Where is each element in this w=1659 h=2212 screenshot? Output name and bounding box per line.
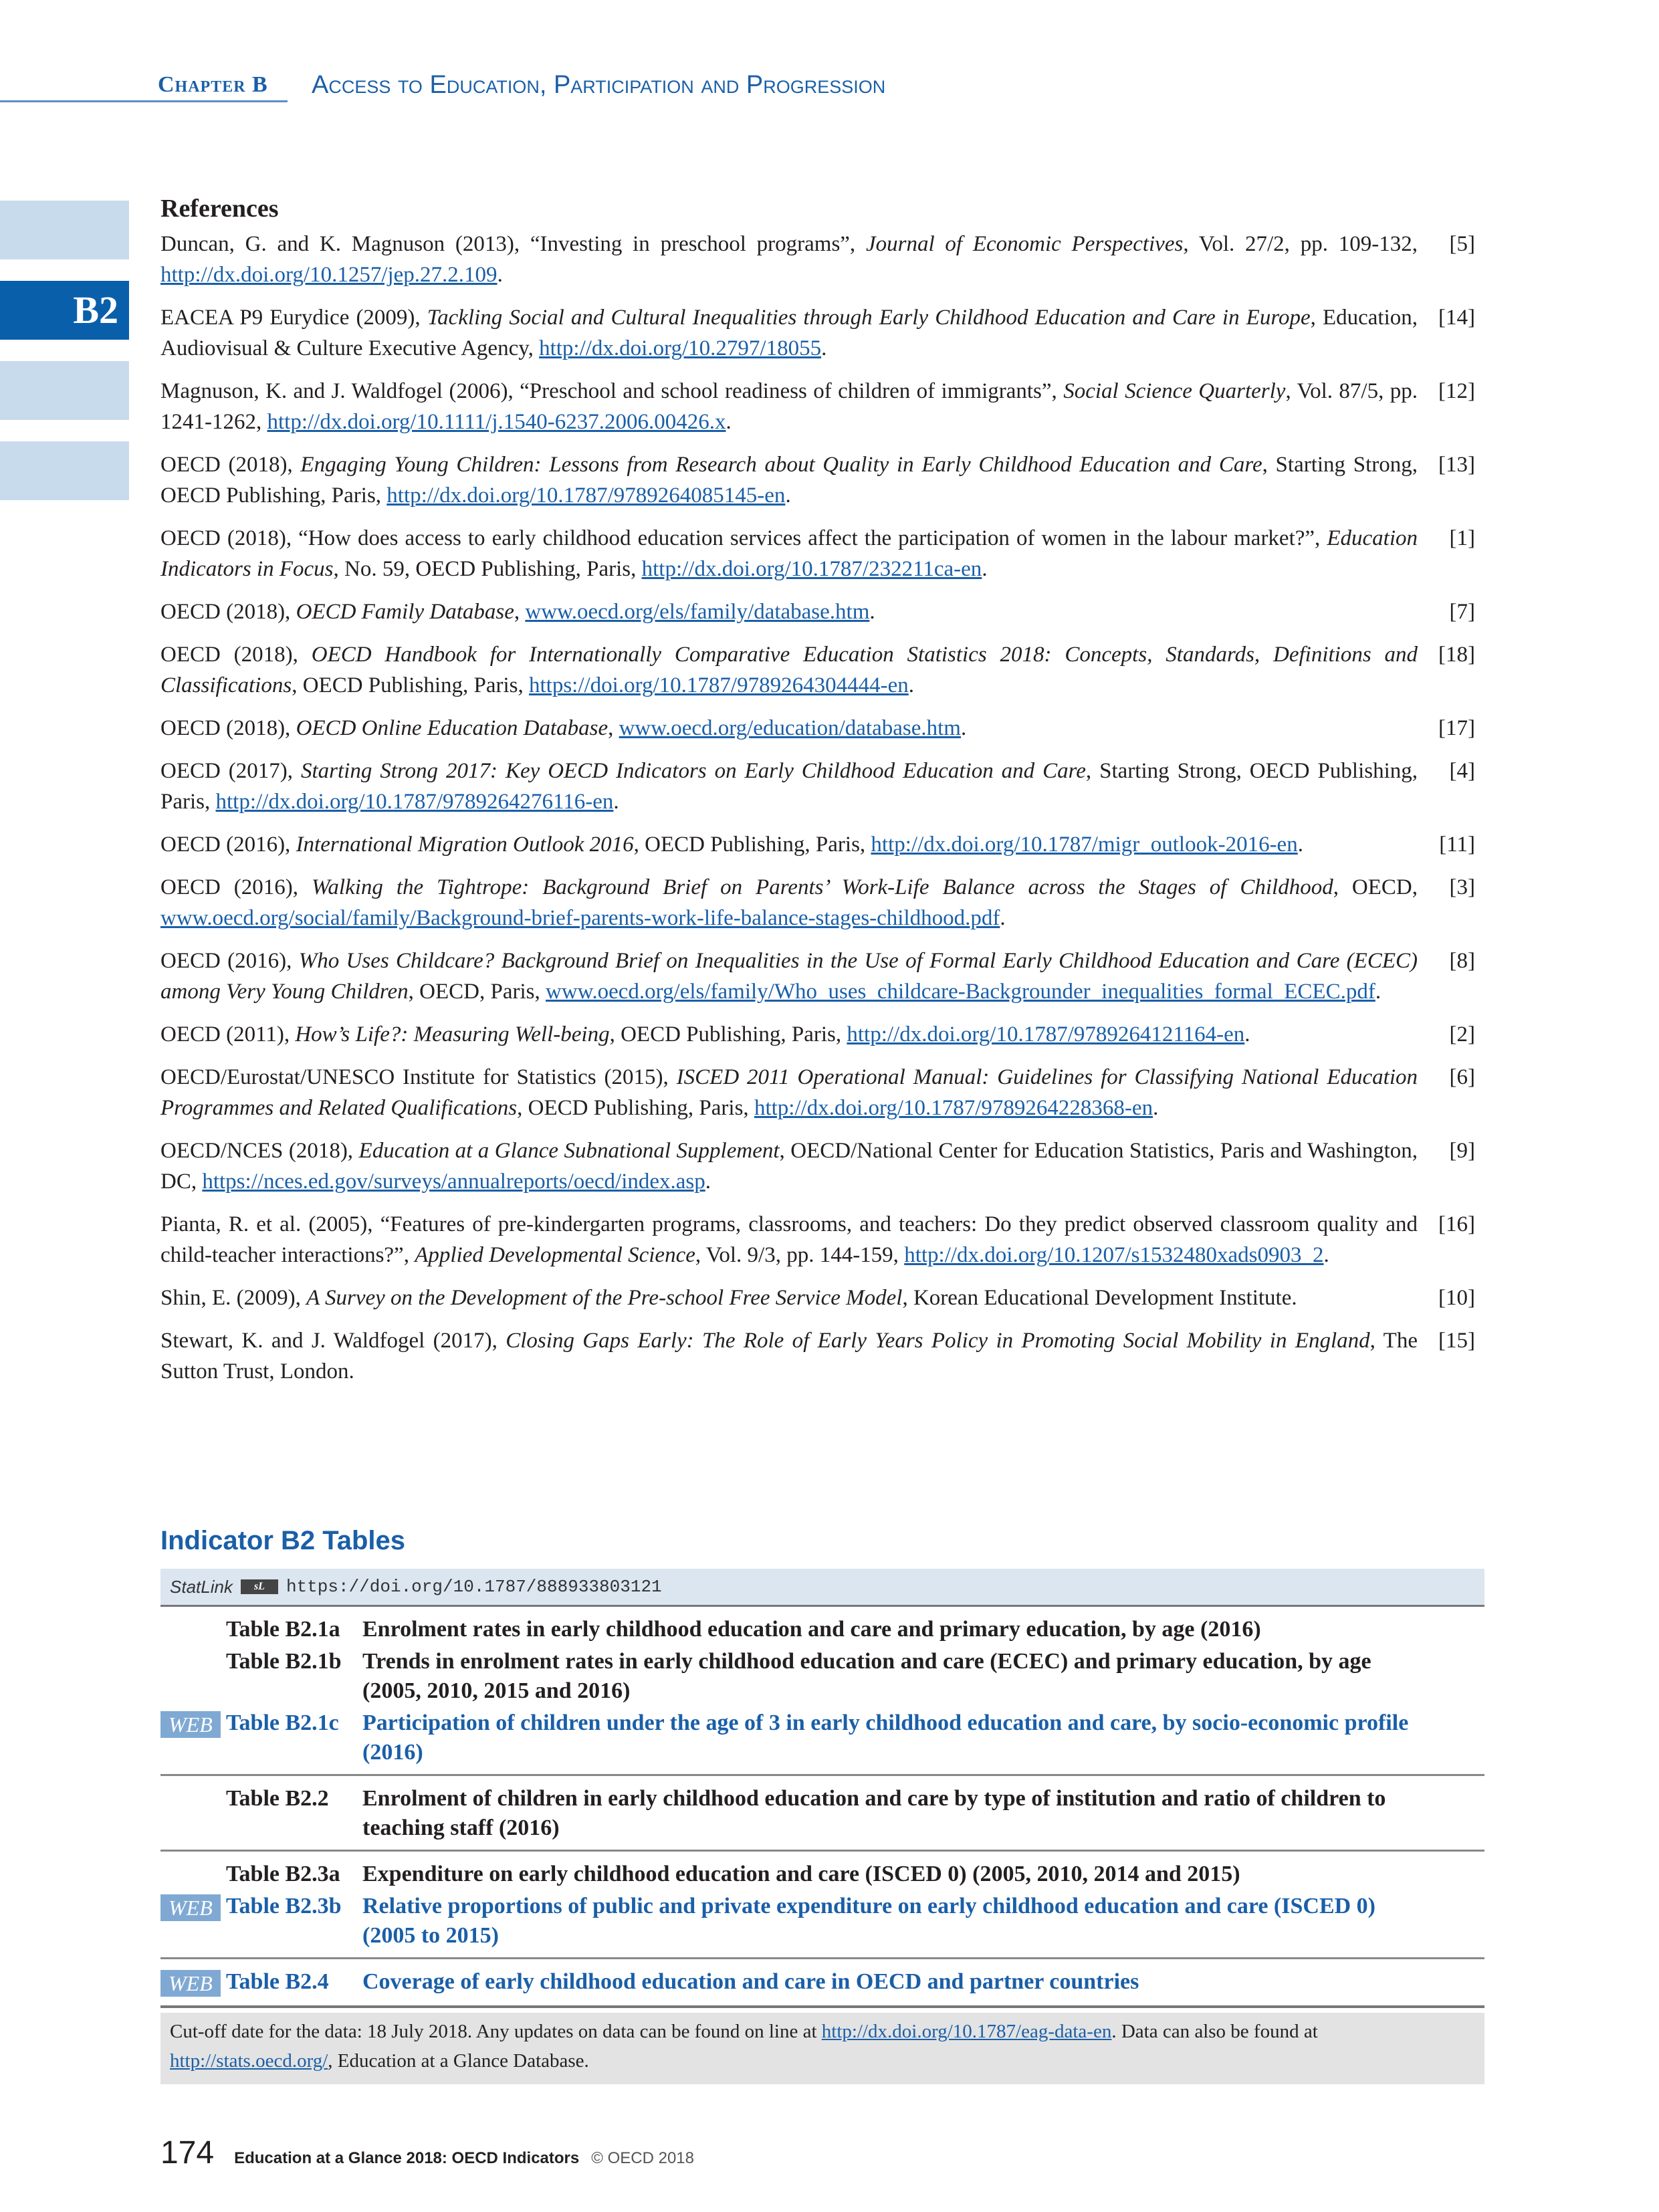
reference-segment: , <box>608 716 619 740</box>
reference-item <box>160 756 1475 817</box>
reference-number: [13] <box>1438 453 1475 477</box>
reference-segment: . <box>1323 1243 1329 1267</box>
reference-number: [11] <box>1439 833 1475 857</box>
table-entry <box>160 1615 1484 1644</box>
reference-text <box>160 1019 1418 1050</box>
table-title: Enrolment rates in early childhood education and care and primary education, by age (2016) <box>362 1617 1261 1642</box>
reference-segment: , Education, Audiovisual & Culture Executive Agency, <box>160 306 1418 360</box>
copyright: © OECD 2018 <box>591 2149 694 2167</box>
reference-link[interactable]: www.oecd.org/education/database.htm <box>619 716 961 740</box>
reference-segment: . <box>726 410 732 434</box>
reference-segment: . <box>821 336 827 360</box>
table-label: Table B2.1a <box>226 1617 340 1642</box>
table-label: Table B2.3a <box>226 1862 340 1886</box>
reference-segment: . <box>1153 1096 1159 1120</box>
table-label: Table B2.1c <box>226 1710 339 1735</box>
reference-text <box>160 829 1418 860</box>
reference-number: [12] <box>1438 379 1475 403</box>
reference-segment: OECD (2018), <box>160 600 296 624</box>
reference-segment: OECD (2016), <box>160 875 312 899</box>
reference-link[interactable]: www.oecd.org/social/family/Background-brief-parents-work-life-balance-stages-childhood.pdf <box>160 906 1000 930</box>
table-entry[interactable] <box>160 1892 1484 1951</box>
reference-number: [8] <box>1449 949 1475 973</box>
reference-title: Closing Gaps Early: The Role of Early Years Policy in Promoting Social Mobility in England <box>506 1329 1370 1353</box>
reference-segment: , OECD Publishing, Paris, <box>292 673 529 697</box>
reference-text <box>160 639 1418 701</box>
reference-title: Education Indicators in Focus <box>160 526 1418 581</box>
reference-number: [15] <box>1438 1329 1475 1353</box>
reference-title: Education at a Glance Subnational Supplement <box>358 1139 780 1163</box>
reference-segment: Shin, E. (2009), <box>160 1286 307 1310</box>
header-rule <box>0 100 288 102</box>
reference-title: OECD Handbook for Internationally Comparative Education Statistics 2018: Concepts, Standards, Definitions and Classifications <box>160 643 1418 697</box>
reference-link[interactable]: http://dx.doi.org/10.1257/jep.27.2.109 <box>160 263 497 287</box>
reference-item <box>160 1135 1475 1197</box>
page-footer <box>160 2134 694 2171</box>
reference-title: International Migration Outlook 2016 <box>296 833 634 857</box>
reference-segment: OECD (2018), “How does access to early childhood education services affect the participation of women in the labour market?”, <box>160 526 1327 550</box>
reference-segment: Magnuson, K. and J. Waldfogel (2006), “Preschool and school readiness of children of immigrants”, <box>160 379 1064 403</box>
reference-segment: EACEA P9 Eurydice (2009), <box>160 306 427 330</box>
reference-title: Who Uses Childcare? Background Brief on Inequalities in the Use of Formal Early Childhood Education and Care (ECEC) among Very Young Children <box>160 949 1418 1004</box>
reference-text <box>160 1209 1418 1270</box>
reference-text <box>160 229 1418 290</box>
reference-segment: . <box>705 1170 711 1194</box>
reference-item <box>160 872 1475 933</box>
reference-text <box>160 1062 1418 1123</box>
reference-text <box>160 713 1418 744</box>
web-badge-cell <box>160 1784 226 1843</box>
reference-item <box>160 946 1475 1007</box>
reference-segment: OECD (2018), <box>160 453 301 477</box>
reference-item <box>160 1325 1475 1387</box>
reference-segment: , Vol. 87/5, pp. 1241-1262, <box>160 379 1418 434</box>
reference-text <box>160 449 1418 511</box>
reference-segment: OECD (2017), <box>160 759 301 783</box>
table-label: Table B2.4 <box>226 1969 329 1994</box>
reference-number: [16] <box>1438 1212 1475 1236</box>
reference-text <box>160 1283 1418 1313</box>
reference-segment: OECD (2018), <box>160 643 312 667</box>
reference-link[interactable]: www.oecd.org/els/family/database.htm <box>525 600 870 624</box>
table-label: Table B2.1b <box>226 1649 342 1674</box>
reference-segment: , OECD, <box>1333 875 1418 899</box>
reference-item <box>160 829 1475 860</box>
reference-segment: OECD (2016), <box>160 949 299 973</box>
reference-item <box>160 302 1475 364</box>
reference-text <box>160 756 1418 817</box>
reference-link[interactable]: http://dx.doi.org/10.1787/9789264228368-en <box>754 1096 1153 1120</box>
reference-segment: Duncan, G. and K. Magnuson (2013), “Investing in preschool programs”, <box>160 232 866 256</box>
reference-link[interactable]: http://dx.doi.org/10.1787/9789264276116-en <box>215 790 614 814</box>
reference-segment: Stewart, K. and J. Waldfogel (2017), <box>160 1329 506 1353</box>
reference-link[interactable]: www.oecd.org/els/family/Who_uses_childcare-Backgrounder_inequalities_formal_ECEC.pdf <box>546 980 1375 1004</box>
reference-title: Tackling Social and Cultural Inequalities through Early Childhood Education and Care in Europe <box>427 306 1311 330</box>
reference-link[interactable]: http://dx.doi.org/10.2797/18055 <box>539 336 822 360</box>
reference-segment: . <box>1375 980 1381 1004</box>
reference-segment: OECD/Eurostat/UNESCO Institute for Statistics (2015), <box>160 1065 677 1089</box>
reference-title: Engaging Young Children: Lessons from Research about Quality in Early Childhood Education and Care <box>300 453 1262 477</box>
reference-segment: . <box>497 263 503 287</box>
reference-segment: OECD (2011), <box>160 1022 296 1046</box>
table-title[interactable]: Coverage of early childhood education and care in OECD and partner countries <box>362 1969 1139 1994</box>
cutoff-note <box>160 2013 1484 2084</box>
table-label: Table B2.3b <box>226 1894 342 1918</box>
references-section <box>160 194 1475 1399</box>
table-title: Trends in enrolment rates in early childhood education and care (ECEC) and primary education, by age (2005, 2010, 2015 and 2016) <box>362 1649 1371 1703</box>
reference-text <box>160 596 1418 627</box>
reference-link[interactable]: http://dx.doi.org/10.1787/9789264085145-en <box>386 483 786 508</box>
web-badge: WEB <box>160 1894 221 1921</box>
reference-item <box>160 1283 1475 1313</box>
eag-data-link[interactable]: http://dx.doi.org/10.1787/eag-data-en <box>821 2021 1112 2042</box>
reference-number: [6] <box>1449 1065 1475 1089</box>
side-tab-active: B2 <box>0 281 129 340</box>
reference-segment: . <box>869 600 875 624</box>
reference-number: [18] <box>1438 643 1475 667</box>
reference-text <box>160 872 1418 933</box>
reference-text <box>160 302 1418 364</box>
reference-item <box>160 596 1475 627</box>
reference-title: OECD Family Database <box>296 600 514 624</box>
reference-text <box>160 1135 1418 1197</box>
reference-segment: , Korean Educational Development Institute. <box>902 1286 1297 1310</box>
reference-text <box>160 946 1418 1007</box>
web-badge-cell <box>160 1647 226 1706</box>
reference-number: [10] <box>1438 1286 1475 1310</box>
table-group <box>160 1776 1484 1852</box>
chapter-label: Chapter B <box>158 72 268 97</box>
reference-segment: OECD (2018), <box>160 716 296 740</box>
reference-title: Walking the Tightrope: Background Brief on Parents’ Work-Life Balance across the Stages of Childhood <box>311 875 1333 899</box>
reference-segment: , No. 59, OECD Publishing, Paris, <box>333 557 642 581</box>
table-entry <box>160 1784 1484 1843</box>
page-number: 174 <box>160 2135 215 2171</box>
reference-item <box>160 449 1475 511</box>
reference-segment: OECD/NCES (2018), <box>160 1139 359 1163</box>
table-title[interactable]: Relative proportions of public and private expenditure on early childhood education and care (ISCED 0) (2005 to 2015) <box>362 1894 1375 1948</box>
publication-title: Education at a Glance 2018: OECD Indicators <box>234 2149 580 2167</box>
web-badge: WEB <box>160 1970 221 1997</box>
statlink-bar <box>160 1569 1484 1607</box>
reference-segment: , Starting Strong, OECD Publishing, Paris, <box>160 453 1418 508</box>
reference-title: Applied Developmental Science <box>415 1243 695 1267</box>
reference-segment: , Vol. 27/2, pp. 109-132, <box>1183 232 1418 256</box>
reference-segment: OECD (2016), <box>160 833 296 857</box>
reference-link[interactable]: https://nces.ed.gov/surveys/annualreports/oecd/index.asp <box>202 1170 705 1194</box>
statlink-label: StatLink <box>170 1576 233 1597</box>
reference-item <box>160 1019 1475 1050</box>
stats-oecd-link[interactable]: http://stats.oecd.org/ <box>170 2050 328 2072</box>
cutoff-text: Cut-off date for the data: 18 July 2018. Any updates on data can be found on line at <box>170 2021 822 2042</box>
web-badge-cell <box>160 1708 226 1767</box>
web-badge-cell <box>160 1892 226 1951</box>
reference-number: [7] <box>1449 600 1475 624</box>
reference-segment: , OECD Publishing, Paris, <box>517 1096 754 1120</box>
table-title: Enrolment of children in early childhood education and care by type of institution and ratio of children to teaching staff (2016) <box>362 1786 1386 1840</box>
table-group <box>160 1959 1484 2008</box>
reference-link[interactable]: http://dx.doi.org/10.1787/9789264121164-en <box>847 1022 1245 1046</box>
reference-segment: . <box>1244 1022 1250 1046</box>
reference-segment: , <box>514 600 526 624</box>
reference-text <box>160 1325 1418 1387</box>
reference-segment: , The Sutton Trust, London. <box>160 1329 1418 1384</box>
side-tab-b3 <box>0 361 129 420</box>
reference-segment: Pianta, R. et al. (2005), “Features of pre-kindergarten programs, classrooms, and teachers: Do they predict observed classroom quality and child-teacher interactions?”, <box>160 1212 1418 1267</box>
reference-number: [14] <box>1438 306 1475 330</box>
table-entry[interactable] <box>160 1967 1484 1999</box>
reference-segment: , OECD, Paris, <box>408 980 546 1004</box>
table-entry <box>160 1647 1484 1706</box>
reference-link[interactable]: http://dx.doi.org/10.1207/s1532480xads0903_2 <box>904 1243 1324 1267</box>
reference-segment: . <box>960 716 967 740</box>
table-entry <box>160 1860 1484 1889</box>
web-badge: WEB <box>160 1711 221 1738</box>
statlink-logo-icon: sL <box>241 1579 278 1594</box>
reference-segment: , OECD/National Center for Education Statistics, Paris and Washington, DC, <box>160 1139 1418 1194</box>
side-tab-b4 <box>0 441 129 500</box>
reference-title: Social Science Quarterly <box>1063 379 1286 403</box>
statlink-url[interactable]: https://doi.org/10.1787/888933803121 <box>286 1577 662 1597</box>
side-tab-b1 <box>0 201 129 259</box>
references-heading: References <box>160 195 279 223</box>
reference-segment: . <box>785 483 791 508</box>
reference-item <box>160 1209 1475 1270</box>
reference-title: OECD Online Education Database <box>296 716 609 740</box>
web-badge-cell <box>160 1860 226 1889</box>
reference-segment: . <box>982 557 988 581</box>
reference-item <box>160 1062 1475 1123</box>
table-group <box>160 1607 1484 1776</box>
reference-number: [3] <box>1449 875 1475 899</box>
reference-segment: . <box>1000 906 1006 930</box>
table-group <box>160 1852 1484 1959</box>
reference-text <box>160 523 1418 584</box>
reference-segment: , OECD Publishing, Paris, <box>609 1022 847 1046</box>
web-badge-cell <box>160 1615 226 1644</box>
cutoff-text: , Education at a Glance Database. <box>328 2050 589 2072</box>
reference-text <box>160 376 1418 437</box>
reference-link[interactable]: http://dx.doi.org/10.1787/migr_outlook-2016-en <box>871 833 1298 857</box>
reference-title: How’s Life?: Measuring Well-being <box>295 1022 610 1046</box>
table-title: Expenditure on early childhood education and care (ISCED 0) (2005, 2010, 2014 and 2015) <box>362 1862 1240 1886</box>
reference-segment: , OECD Publishing, Paris, <box>633 833 871 857</box>
reference-item <box>160 229 1475 290</box>
reference-item <box>160 523 1475 584</box>
cutoff-text: . Data can also be found at <box>1111 2021 1318 2042</box>
web-badge-cell <box>160 1967 226 1999</box>
reference-list <box>160 229 1475 1387</box>
reference-title: Journal of Economic Perspectives <box>865 232 1184 256</box>
tables-heading: Indicator B2 Tables <box>160 1526 406 1555</box>
reference-item <box>160 713 1475 744</box>
reference-link[interactable]: https://doi.org/10.1787/9789264304444-en <box>529 673 909 697</box>
tables-list <box>160 1607 1484 2008</box>
reference-number: [5] <box>1449 232 1475 256</box>
reference-segment: . <box>613 790 619 814</box>
reference-title: A Survey on the Development of the Pre-school Free Service Model <box>306 1286 903 1310</box>
reference-segment: . <box>908 673 914 697</box>
reference-number: [1] <box>1449 526 1475 550</box>
reference-segment: . <box>1297 833 1303 857</box>
reference-number: [2] <box>1449 1022 1475 1046</box>
reference-link[interactable]: http://dx.doi.org/10.1787/232211ca-en <box>641 557 982 581</box>
reference-number: [9] <box>1449 1139 1475 1163</box>
table-entry[interactable] <box>160 1708 1484 1767</box>
chapter-title: Access to Education, Participation and Progression <box>312 71 886 99</box>
reference-title: ISCED 2011 Operational Manual: Guidelines for Classifying National Education Programmes and Related Qualifications <box>160 1065 1418 1120</box>
reference-number: [17] <box>1438 716 1475 740</box>
reference-link[interactable]: http://dx.doi.org/10.1111/j.1540-6237.2006.00426.x <box>267 410 726 434</box>
reference-segment: , Vol. 9/3, pp. 144-159, <box>695 1243 905 1267</box>
table-title[interactable]: Participation of children under the age of 3 in early childhood education and care, by socio-economic profile (2016) <box>362 1710 1409 1765</box>
reference-title: Starting Strong 2017: Key OECD Indicators on Early Childhood Education and Care <box>300 759 1086 783</box>
reference-segment: , Starting Strong, OECD Publishing, Paris, <box>160 759 1418 814</box>
table-label: Table B2.2 <box>226 1786 329 1811</box>
reference-item <box>160 376 1475 437</box>
reference-number: [4] <box>1449 759 1475 783</box>
reference-item <box>160 639 1475 701</box>
